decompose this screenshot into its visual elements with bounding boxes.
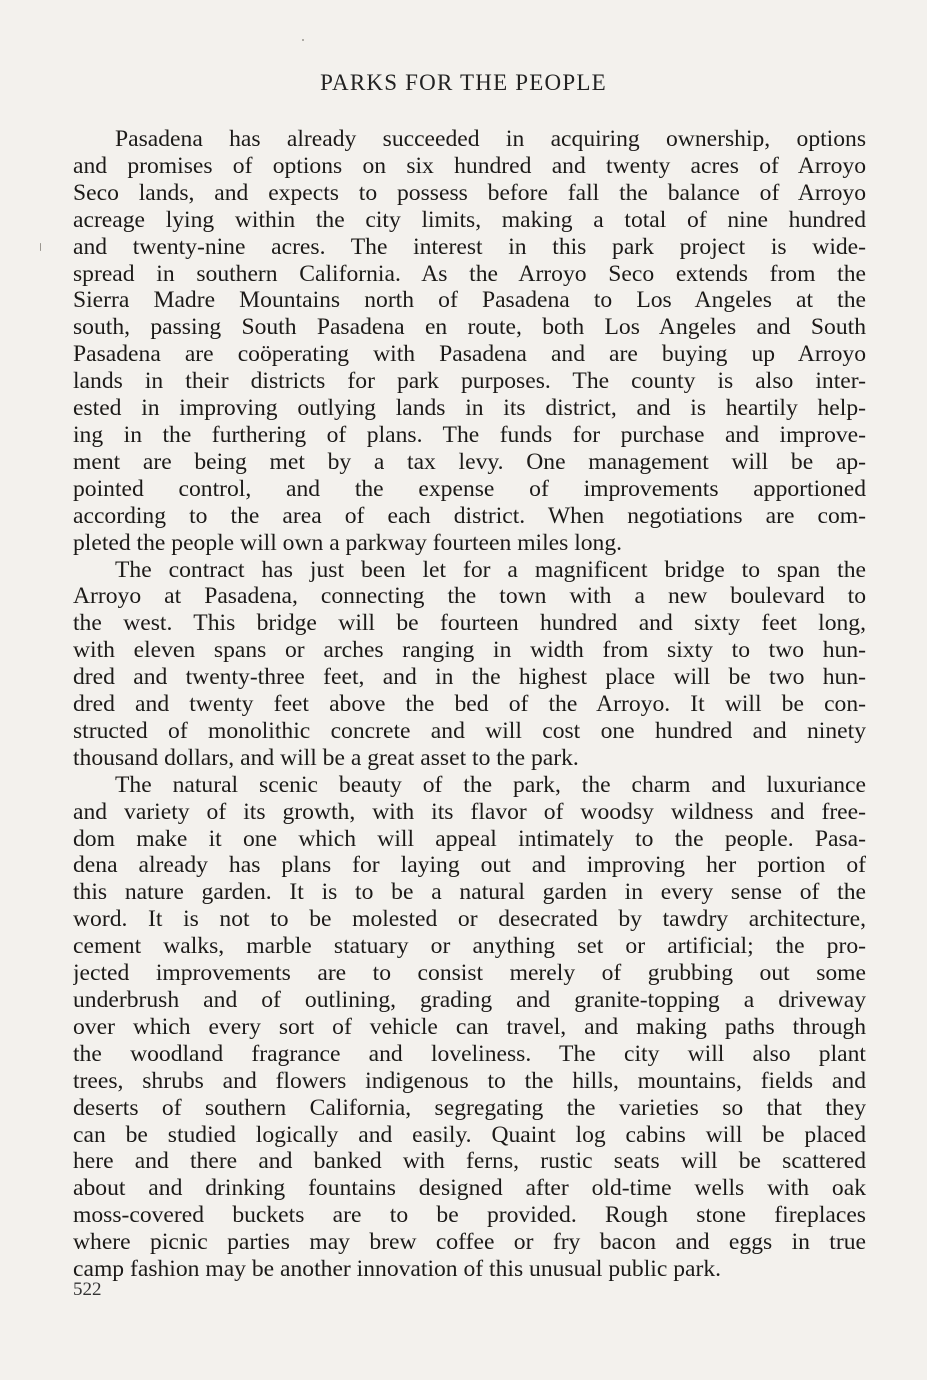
text-line: lands in their districts for park purposes. The county is also inter-: [73, 368, 866, 395]
text-line: Sierra Madre Mountains north of Pasadena to Los Angeles at the: [73, 287, 866, 314]
text-line: pleted the people will own a parkway fourteen miles long.: [73, 529, 623, 556]
text-line: underbrush and of outlining, grading and granite-topping a driveway: [73, 987, 866, 1013]
text-line: and twenty-nine acres. The interest in this park project is wide-: [73, 233, 866, 260]
text-line: deserts of southern California, segregating the varieties so that they: [73, 1094, 866, 1121]
text-line: structed of monolithic concrete and will cost one hundred and ninety: [73, 717, 866, 744]
text-line: dom make it one which will appeal intimately to the people. Pasa-: [73, 825, 866, 852]
text-line: ested in improving outlying lands in its district, and is heartily help-: [73, 395, 866, 422]
paper-speck: [40, 243, 41, 251]
text-line: and promises of options on six hundred and twenty acres of Arroyo: [73, 152, 866, 179]
paragraph: [73, 126, 866, 557]
text-line: camp fashion may be another innovation of this unusual public park.: [73, 1256, 722, 1283]
text-line: acreage lying within the city limits, making a total of nine hundred: [73, 206, 866, 233]
text-line: word. It is not to be molested or desecrated by tawdry architecture,: [73, 906, 866, 933]
text-line: south, passing South Pasadena en route, both Los Angeles and South: [73, 314, 866, 341]
text-line: where picnic parties may brew coffee or fry bacon and eggs in true: [73, 1229, 866, 1256]
text-line: over which every sort of vehicle can travel, and making paths through: [73, 1013, 866, 1040]
text-line: jected improvements are to consist merely of grubbing out some: [73, 960, 866, 987]
page-number: 522: [73, 1279, 102, 1300]
text-line: trees, shrubs and flowers indigenous to the hills, mountains, fields and: [73, 1067, 866, 1094]
text-line: can be studied logically and easily. Quaint log cabins will be placed: [73, 1121, 866, 1148]
text-line: The natural scenic beauty of the park, the charm and luxuriance: [115, 771, 866, 798]
body-text: [73, 126, 866, 1283]
paragraph: [73, 772, 866, 1283]
text-line: dred and twenty feet above the bed of the Arroyo. It will be con-: [73, 691, 866, 718]
text-line: and variety of its growth, with its flavor of woodsy wildness and free-: [73, 798, 866, 825]
text-line: according to the area of each district. When negotiations are com-: [73, 502, 866, 529]
text-line: spread in southern California. As the Arroyo Seco extends from the: [73, 260, 866, 287]
text-line: with eleven spans or arches ranging in width from sixty to two hun-: [73, 637, 866, 664]
text-line: moss-covered buckets are to be provided. Rough stone fireplaces: [73, 1202, 866, 1229]
text-line: pointed control, and the expense of improvements apportioned: [73, 475, 866, 502]
text-line: Seco lands, and expects to possess before fall the balance of Arroyo: [73, 179, 866, 206]
text-line: ing in the furthering of plans. The funds for purchase and improve-: [73, 421, 866, 448]
text-line: the woodland fragrance and loveliness. The city will also plant: [73, 1040, 866, 1067]
text-line: the west. This bridge will be fourteen hundred and sixty feet long,: [73, 610, 866, 637]
text-line: Pasadena has already succeeded in acquiring ownership, options: [115, 126, 866, 152]
text-line: Pasadena are coöperating with Pasadena and are buying up Arroyo: [73, 341, 866, 368]
text-line: dred and twenty-three feet, and in the highest place will be two hun-: [73, 664, 866, 691]
text-line: ment are being met by a tax levy. One management will be ap-: [73, 448, 866, 475]
text-line: Arroyo at Pasadena, connecting the town with a new boulevard to: [73, 583, 866, 610]
text-line: cement walks, marble statuary or anything set or artificial; the pro-: [73, 933, 866, 960]
paper-speck: [302, 39, 304, 41]
text-line: dena already has plans for laying out and improving her portion of: [73, 852, 866, 879]
running-head: PARKS FOR THE PEOPLE: [320, 70, 607, 95]
text-line: here and there and banked with ferns, rustic seats will be scattered: [73, 1148, 866, 1175]
text-line: about and drinking fountains designed after old-time wells with oak: [73, 1175, 866, 1202]
text-line: this nature garden. It is to be a natural garden in every sense of the: [73, 879, 866, 906]
text-line: The contract has just been let for a magnificent bridge to span the: [115, 556, 866, 583]
text-line: thousand dollars, and will be a great asset to the park.: [73, 744, 579, 771]
paragraph: [73, 557, 866, 772]
